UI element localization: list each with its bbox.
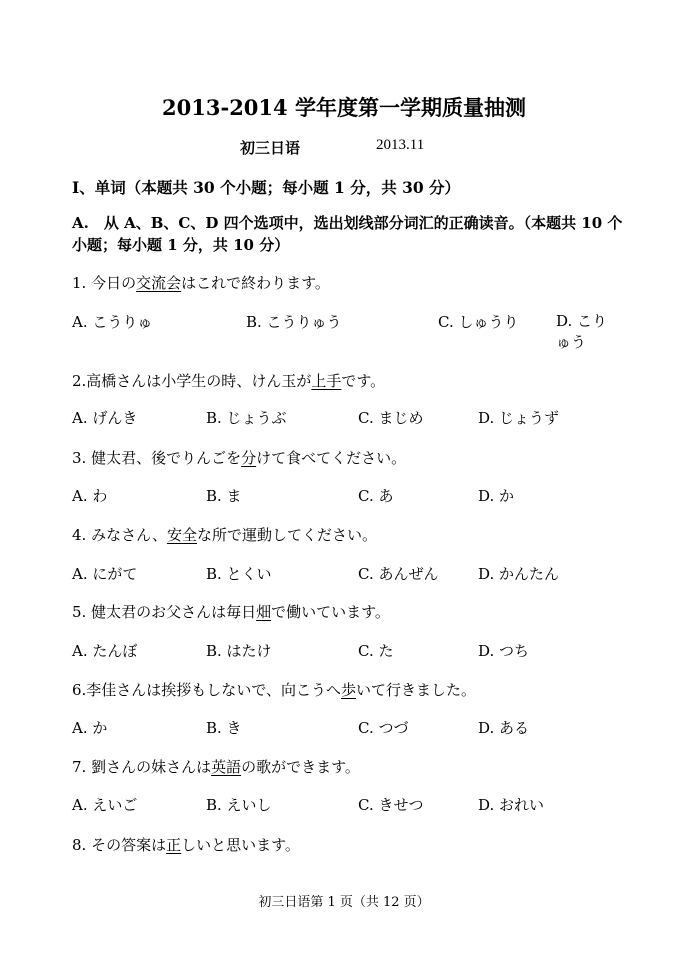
question-2 — [72, 370, 385, 391]
page-title: 2013-2014 学年度第一学期质量抽测 — [162, 95, 526, 120]
option-c: C. つづ — [358, 719, 409, 737]
underlined-word: 分 — [241, 449, 257, 467]
option-a: A. げんき — [72, 409, 138, 427]
question-3 — [72, 447, 406, 468]
option-b: B. はたけ — [206, 642, 272, 660]
question-text: はこれで終わります。 — [181, 274, 330, 292]
option-c: C. あんぜん — [358, 565, 439, 583]
exam-date: 2013.11 — [376, 137, 425, 153]
option-d: D. じょうず — [478, 409, 560, 427]
option-b: B. こうりゅう — [246, 313, 342, 331]
option-d: D. かんたん — [478, 565, 560, 583]
option-d: D. こりゅう — [556, 312, 608, 351]
section-heading: Ⅰ、单词（本题共 30 个小题；每小题 1 分，共 30 分） — [72, 178, 461, 197]
part-a-instruction: A. 从 A、B、C、D 四个选项中，选出划线部分词汇的正确读音。（本题共 10 个小题；每小题 1 分，共 10 分） — [72, 214, 623, 254]
question-text: 7. 劉さんの妹さんは — [72, 758, 212, 776]
option-b: B. ま — [206, 487, 242, 505]
question-text: 8. その答案は — [72, 836, 167, 854]
option-a: A. か — [72, 719, 108, 737]
option-a: A. わ — [72, 487, 108, 505]
question-4 — [72, 524, 377, 545]
option-d: D. つち — [478, 642, 530, 660]
option-d: D. おれい — [478, 796, 545, 814]
option-b: B. えいし — [206, 796, 272, 814]
option-a: A. えいご — [72, 796, 138, 814]
option-c: C. まじめ — [358, 409, 424, 427]
question-text: の歌ができます。 — [241, 758, 360, 776]
question-text: 5. 健太君のお父さんは毎日 — [72, 603, 257, 621]
question-1 — [72, 272, 330, 293]
option-c: C. きせつ — [358, 796, 424, 814]
question-7 — [72, 756, 360, 777]
option-a: A. こうりゅ — [72, 313, 153, 331]
question-text: 4. みなさん、 — [72, 526, 167, 544]
option-d: D. ある — [478, 719, 530, 737]
question-text: で働いています。 — [271, 603, 390, 621]
option-c: C. た — [358, 642, 394, 660]
option-a: A. にがて — [72, 565, 138, 583]
option-c: C. あ — [358, 487, 394, 505]
question-text: 6.李佳さんは挨拶もしないで、向こうへ — [72, 681, 342, 699]
underlined-word: 歩 — [341, 681, 357, 699]
question-5 — [72, 601, 390, 622]
option-b: B. き — [206, 719, 242, 737]
question-text: いて行きました。 — [356, 681, 477, 699]
underlined-word: 正 — [166, 836, 182, 854]
question-text: 1. 今日の — [72, 274, 137, 292]
option-d: D. か — [478, 487, 515, 505]
underlined-word: 畑 — [256, 603, 272, 621]
question-6 — [72, 679, 476, 700]
underlined-word: 英語 — [211, 758, 242, 776]
question-text: しいと思います。 — [181, 836, 300, 854]
question-text: です。 — [341, 372, 386, 390]
question-text: けて食べてください。 — [256, 449, 407, 467]
option-b: B. じょうぶ — [206, 409, 287, 427]
subject-label: 初三日语 — [240, 139, 301, 157]
question-text: 2.高橋さんは小学生の時、けん玉が — [72, 372, 312, 390]
question-8 — [72, 834, 300, 855]
question-text: な所で運動してください。 — [197, 526, 378, 544]
question-text: 3. 健太君、後でりんごを — [72, 449, 242, 467]
underlined-word: 上手 — [311, 372, 342, 390]
page-footer: 初三日语第 1 页（共 12 页） — [258, 895, 430, 910]
option-b: B. とくい — [206, 565, 272, 583]
option-c: C. しゅうり — [438, 313, 519, 331]
option-a: A. たんぼ — [72, 642, 138, 660]
underlined-word: 交流会 — [136, 274, 182, 292]
underlined-word: 安全 — [166, 526, 197, 544]
